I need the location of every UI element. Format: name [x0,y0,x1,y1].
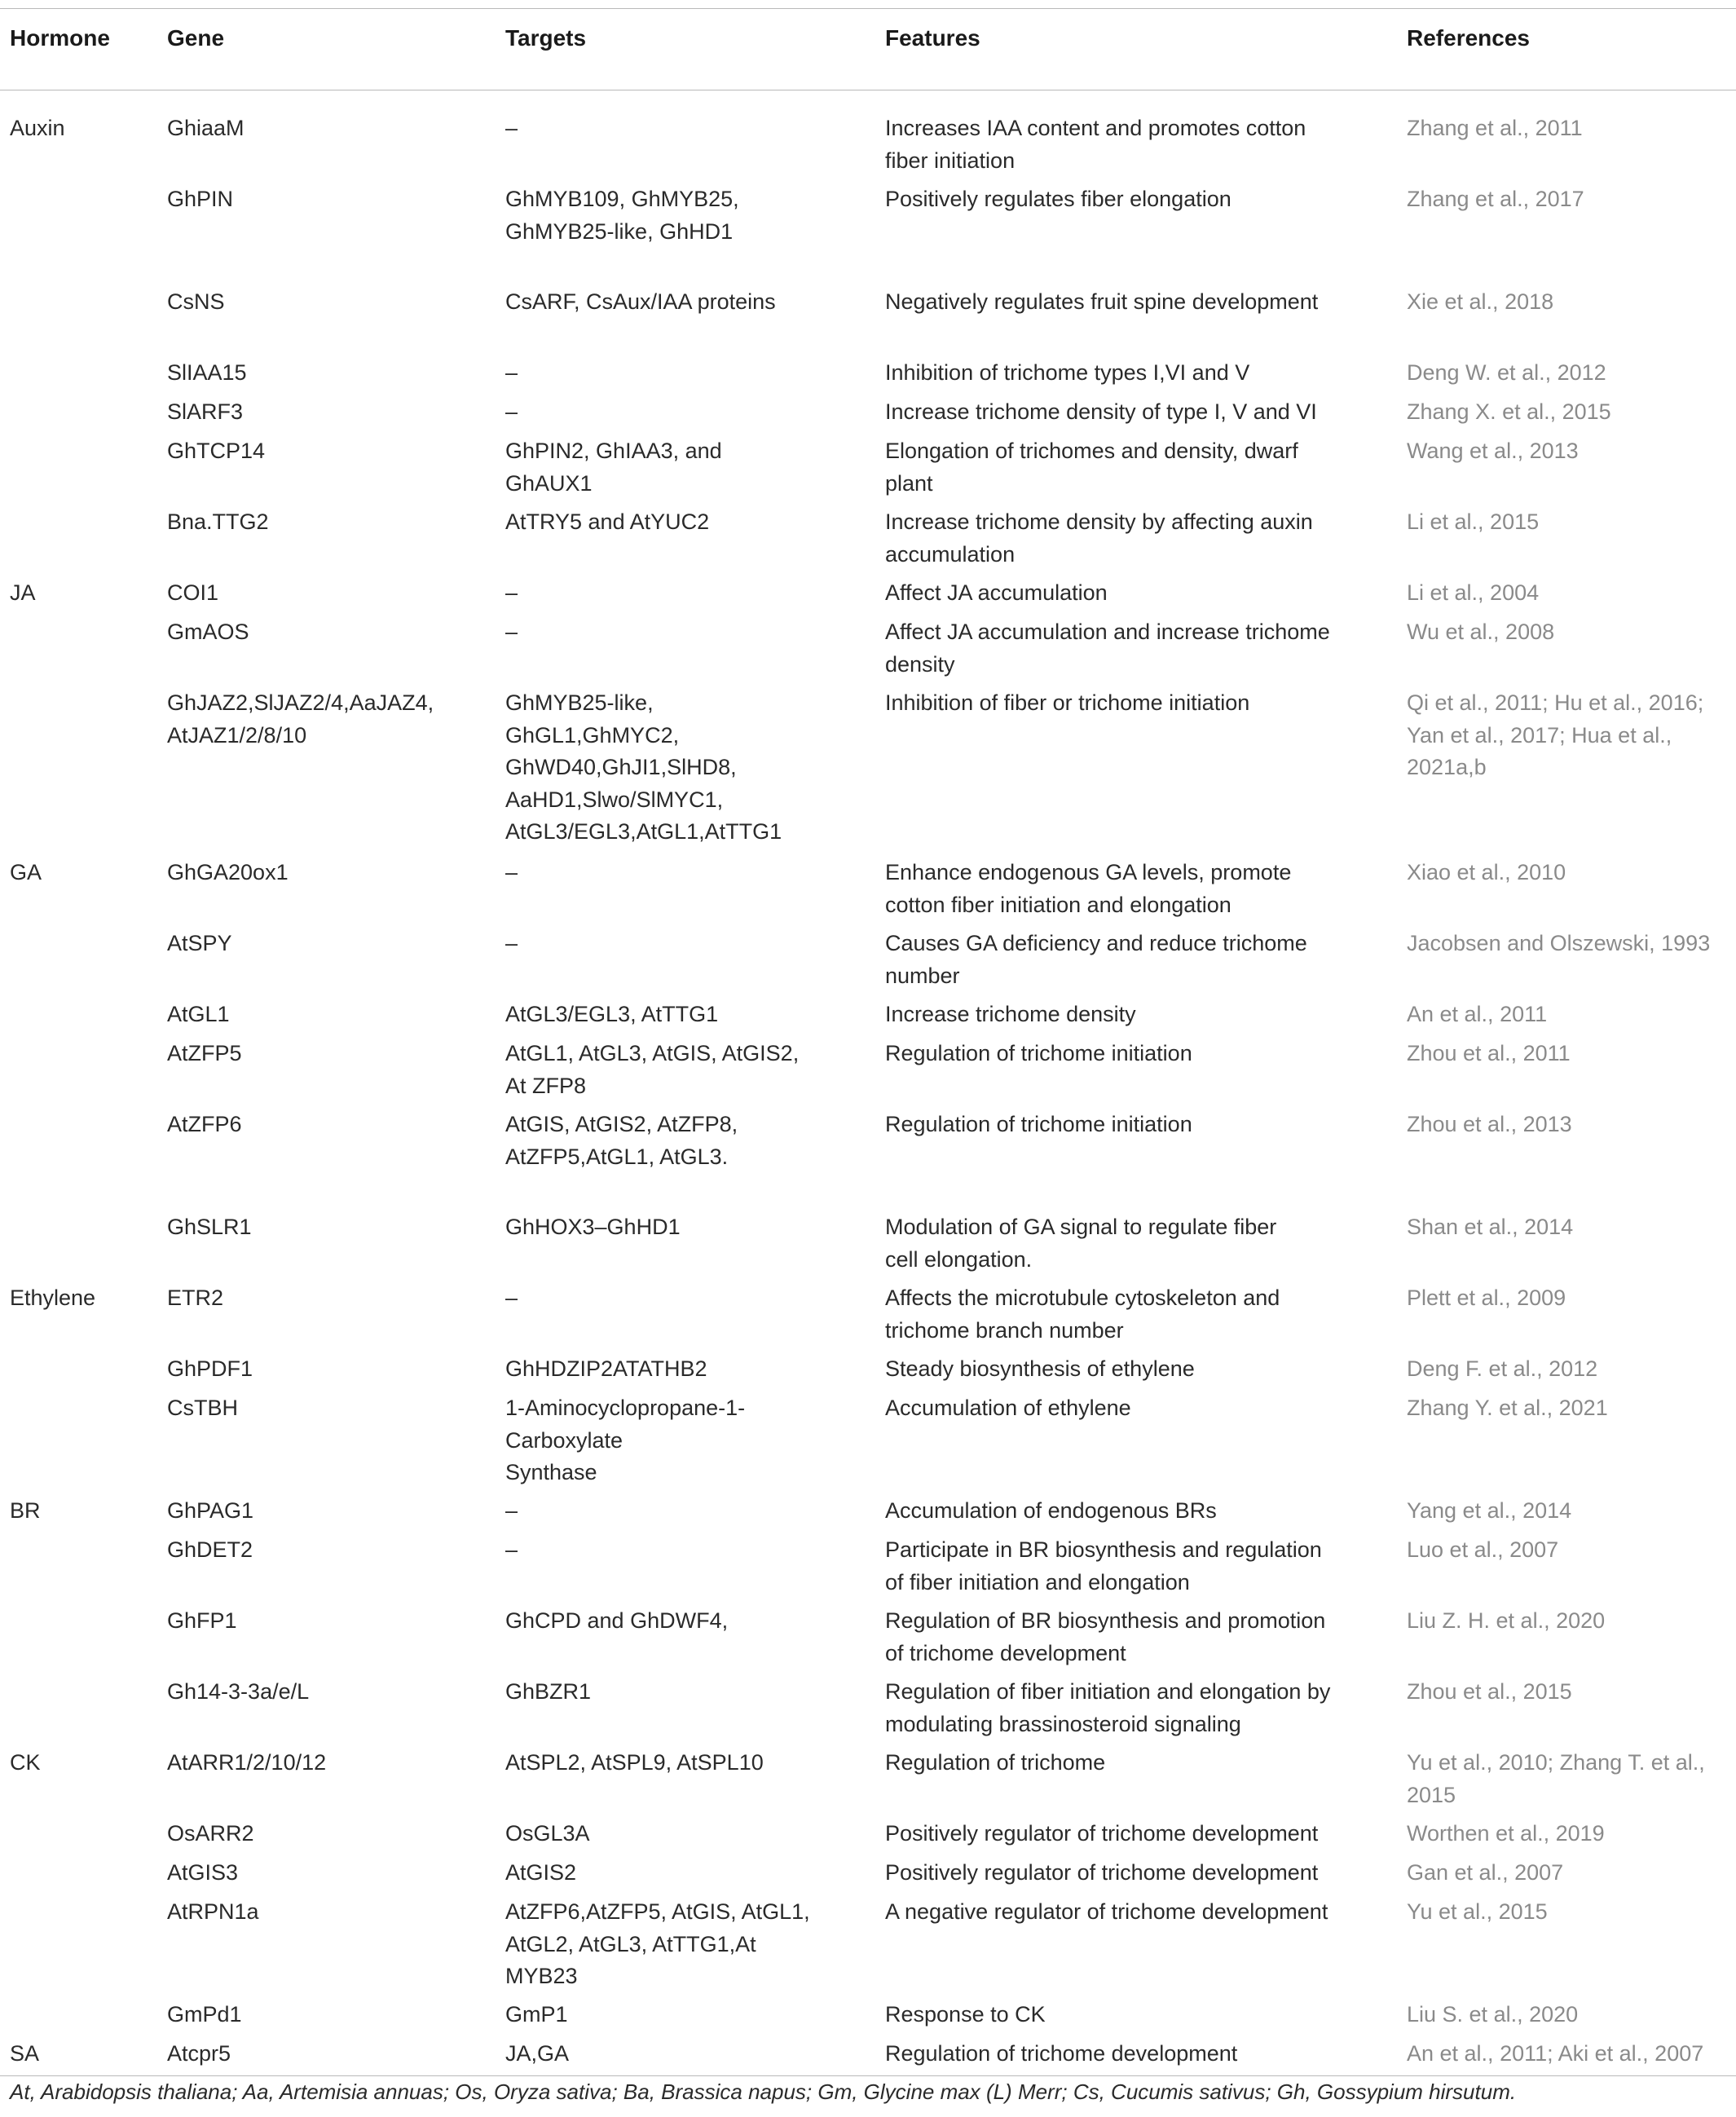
cell-references: Liu S. et al., 2020 [1407,2002,1579,2027]
cell-features: Steady biosynthesis of ethylene [885,1356,1195,1381]
header-targets: Targets [505,25,587,51]
cell-references: Wang et al., 2013 [1407,439,1579,463]
header-references: References [1407,25,1530,51]
cell-hormone: BR [10,1498,41,1523]
top-rule [0,8,1736,9]
cell-features: Regulation of trichome development [885,2041,1238,2066]
cell-gene: ETR2 [167,1286,224,1310]
cell-features: Elongation of trichomes and density, dwarf plant [885,439,1298,496]
cell-gene: AtSPY [167,931,232,955]
cell-gene: GhSLR1 [167,1215,252,1239]
cell-features: Regulation of trichome initiation [885,1112,1192,1136]
cell-gene: GmAOS [167,620,249,644]
cell-references: Qi et al., 2011; Hu et al., 2016; Yan et al., 2017; Hua et al., 2021a,b [1407,690,1704,779]
cell-targets: – [505,399,518,424]
cell-features: Accumulation of ethylene [885,1396,1131,1420]
cell-gene: AtARR1/2/10/12 [167,1750,327,1775]
cell-targets: – [505,116,518,140]
cell-gene: GhFP1 [167,1608,237,1633]
cell-targets: GhPIN2, GhIAA3, and GhAUX1 [505,439,722,496]
cell-features: Increases IAA content and promotes cotton fiber initiation [885,116,1306,173]
cell-targets: AtSPL2, AtSPL9, AtSPL10 [505,1750,764,1775]
cell-targets: OsGL3A [505,1821,590,1846]
cell-gene: AtRPN1a [167,1899,259,1924]
header-hormone: Hormone [10,25,110,51]
cell-gene: Gh14-3-3a/e/L [167,1679,310,1704]
cell-gene: AtGIS3 [167,1860,239,1885]
cell-references: Worthen et al., 2019 [1407,1821,1605,1846]
cell-targets: GhBZR1 [505,1679,592,1704]
cell-references: Yu et al., 2015 [1407,1899,1548,1924]
cell-targets: AtTRY5 and AtYUC2 [505,509,710,534]
cell-references: Xie et al., 2018 [1407,289,1554,314]
cell-features: A negative regulator of trichome development [885,1899,1328,1924]
cell-features: Increase trichome density of type I, V and VI [885,399,1317,424]
cell-references: Zhang et al., 2017 [1407,187,1584,211]
cell-features: Positively regulator of trichome development [885,1860,1319,1885]
cell-targets: – [505,580,518,605]
cell-gene: AtZFP6 [167,1112,242,1136]
cell-features: Regulation of fiber initiation and elongation by modulating brassinosteroid signaling [885,1679,1331,1736]
cell-gene: SlIAA15 [167,360,247,385]
cell-references: An et al., 2011; Aki et al., 2007 [1407,2041,1704,2066]
cell-references: Deng W. et al., 2012 [1407,360,1606,385]
cell-features: Participate in BR biosynthesis and regulation of fiber initiation and elongation [885,1537,1322,1594]
cell-features: Regulation of BR biosynthesis and promotion of trichome development [885,1608,1326,1665]
cell-targets: CsARF, CsAux/IAA proteins [505,289,776,314]
cell-targets: – [505,360,518,385]
header-features: Features [885,25,980,51]
cell-gene: GhTCP14 [167,439,266,463]
cell-targets: – [505,1286,518,1310]
cell-features: Increase trichome density by affecting auxin accumulation [885,509,1313,567]
cell-targets: – [505,1498,518,1523]
cell-gene: GmPd1 [167,2002,242,2027]
cell-references: Zhang et al., 2011 [1407,116,1583,140]
cell-features: Modulation of GA signal to regulate fiber cell elongation. [885,1215,1277,1272]
cell-hormone: SA [10,2041,40,2066]
cell-references: Zhang Y. et al., 2021 [1407,1396,1608,1420]
cell-features: Affect JA accumulation and increase trichome density [885,620,1330,677]
cell-features: Regulation of trichome initiation [885,1041,1192,1065]
cell-targets: 1-Aminocyclopropane-1- Carboxylate Synthase [505,1396,746,1484]
cell-hormone: GA [10,860,42,884]
bottom-rule [0,2075,1736,2076]
cell-features: Affect JA accumulation [885,580,1108,605]
cell-targets: JA,GA [505,2041,570,2066]
cell-features: Regulation of trichome [885,1750,1106,1775]
cell-references: Yang et al., 2014 [1407,1498,1572,1523]
cell-targets: – [505,931,518,955]
cell-references: An et al., 2011 [1407,1002,1548,1026]
cell-features: Inhibition of fiber or trichome initiation [885,690,1250,715]
cell-targets: GmP1 [505,2002,568,2027]
cell-references: Xiao et al., 2010 [1407,860,1566,884]
cell-hormone: JA [10,580,36,605]
cell-references: Gan et al., 2007 [1407,1860,1564,1885]
cell-targets: – [505,1537,518,1562]
cell-references: Wu et al., 2008 [1407,620,1555,644]
cell-targets: AtGIS, AtGIS2, AtZFP8, AtZFP5,AtGL1, AtGL3. [505,1112,738,1169]
cell-features: Negatively regulates fruit spine development [885,289,1319,314]
cell-features: Causes GA deficiency and reduce trichome number [885,931,1307,988]
cell-targets: – [505,620,518,644]
cell-references: Liu Z. H. et al., 2020 [1407,1608,1606,1633]
cell-gene: Atcpr5 [167,2041,231,2066]
cell-gene: AtGL1 [167,1002,230,1026]
table-footnote: At, Arabidopsis thaliana; Aa, Artemisia annuas; Os, Oryza sativa; Ba, Brassica napus; Gm, Glycine max (L) Merr; Cs, Cucumis sativus; Gh, Gossypium hirsutum. [10,2080,1517,2104]
cell-gene: GhPIN [167,187,234,211]
cell-targets: AtGL3/EGL3, AtTTG1 [505,1002,719,1026]
cell-targets: GhMYB25-like, GhGL1,GhMYC2, GhWD40,GhJI1,SlHD8, AaHD1,Slwo/SlMYC1, AtGL3/EGL3,AtGL1,AtTTG1 [505,690,782,844]
cell-features: Response to CK [885,2002,1046,2027]
cell-references: Jacobsen and Olszewski, 1993 [1407,931,1711,955]
cell-references: Zhou et al., 2011 [1407,1041,1571,1065]
cell-features: Increase trichome density [885,1002,1136,1026]
cell-gene: CsNS [167,289,225,314]
cell-targets: AtGIS2 [505,1860,577,1885]
cell-features: Affects the microtubule cytoskeleton and trichome branch number [885,1286,1280,1343]
cell-features: Positively regulates fiber elongation [885,187,1232,211]
cell-gene: AtZFP5 [167,1041,242,1065]
cell-gene: CsTBH [167,1396,238,1420]
cell-references: Li et al., 2004 [1407,580,1540,605]
cell-features: Inhibition of trichome types I,VI and V [885,360,1250,385]
cell-references: Shan et al., 2014 [1407,1215,1574,1239]
cell-references: Deng F. et al., 2012 [1407,1356,1598,1381]
cell-gene: GhJAZ2,SlJAZ2/4,AaJAZ4, AtJAZ1/2/8/10 [167,690,434,748]
cell-gene: GhPAG1 [167,1498,254,1523]
cell-gene: GhGA20ox1 [167,860,289,884]
cell-targets: GhMYB109, GhMYB25, GhMYB25-like, GhHD1 [505,187,739,244]
cell-gene: OsARR2 [167,1821,254,1846]
cell-gene: Bna.TTG2 [167,509,269,534]
cell-references: Luo et al., 2007 [1407,1537,1559,1562]
cell-gene: COI1 [167,580,219,605]
cell-targets: GhHDZIP2ATATHB2 [505,1356,707,1381]
cell-references: Yu et al., 2010; Zhang T. et al., 2015 [1407,1750,1705,1807]
cell-features: Accumulation of endogenous BRs [885,1498,1217,1523]
cell-gene: GhPDF1 [167,1356,253,1381]
cell-gene: SlARF3 [167,399,244,424]
cell-targets: AtZFP6,AtZFP5, AtGIS, AtGL1, AtGL2, AtGL3, AtTTG1,At MYB23 [505,1899,810,1988]
cell-hormone: CK [10,1750,41,1775]
cell-targets: GhCPD and GhDWF4, [505,1608,729,1633]
cell-hormone: Ethylene [10,1286,96,1310]
cell-hormone: Auxin [10,116,65,140]
cell-references: Plett et al., 2009 [1407,1286,1566,1310]
cell-references: Zhou et al., 2013 [1407,1112,1572,1136]
cell-features: Enhance endogenous GA levels, promote cotton fiber initiation and elongation [885,860,1292,917]
cell-targets: GhHOX3–GhHD1 [505,1215,681,1239]
header-gene: Gene [167,25,225,51]
cell-gene: GhiaaM [167,116,245,140]
cell-references: Zhou et al., 2015 [1407,1679,1572,1704]
cell-references: Li et al., 2015 [1407,509,1540,534]
cell-targets: AtGL1, AtGL3, AtGIS, AtGIS2, At ZFP8 [505,1041,800,1098]
cell-references: Zhang X. et al., 2015 [1407,399,1611,424]
cell-targets: – [505,860,518,884]
cell-features: Positively regulator of trichome development [885,1821,1319,1846]
cell-gene: GhDET2 [167,1537,253,1562]
